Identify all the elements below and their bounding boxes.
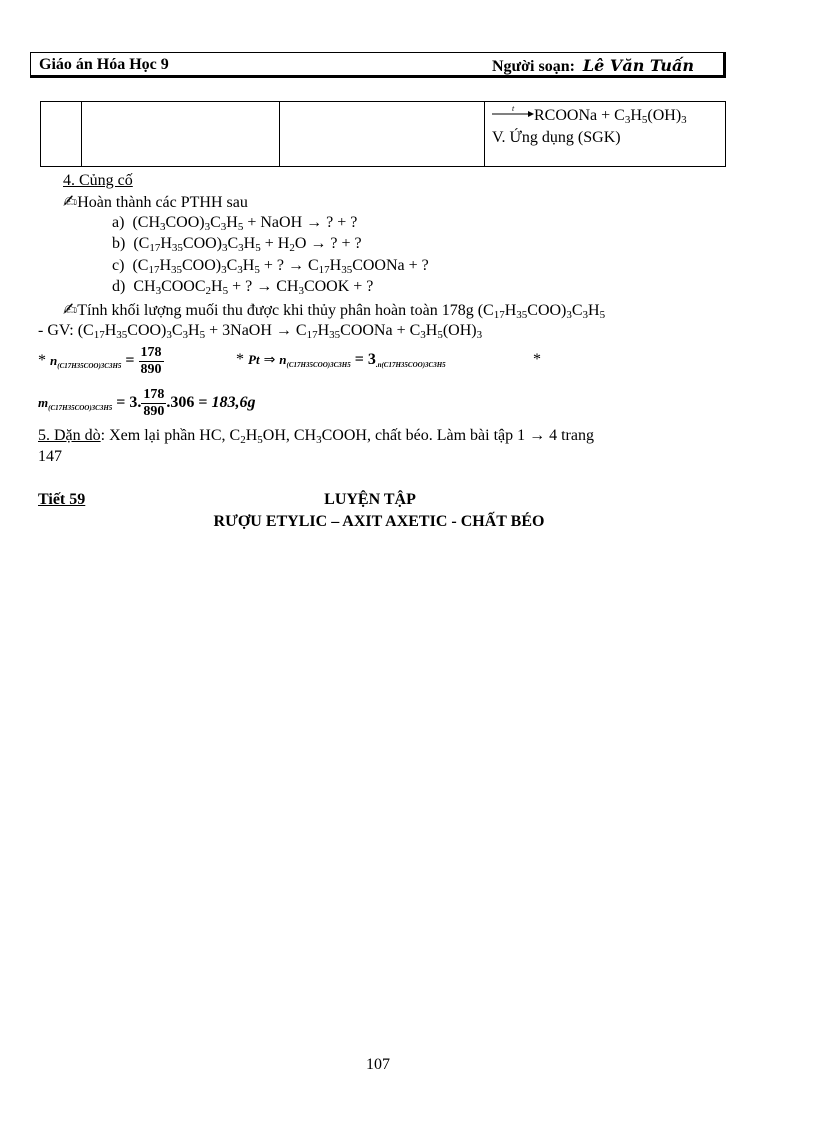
section-5-line-2: 147	[38, 448, 62, 465]
calc-mass: m(C17H35COO)3C3H5 = 3. $\frac{178}{890}$ .306 = 183,6g	[38, 387, 256, 419]
task-2: ✍Tính khối lượng muối thu được khi thủy phân hoàn toàn 178g $(C_{17}H_{35}COO)_3C_3H_5$	[63, 300, 606, 321]
table-cell-empty	[82, 102, 280, 167]
cell-line-1: RCOONa + $C_3H_5(OH)_3$	[534, 107, 687, 126]
bullet-star: *	[38, 352, 46, 370]
item-letter: a)	[112, 214, 125, 231]
author-label: Người soạn:	[492, 58, 575, 75]
pen-hand-icon: ✍	[63, 192, 78, 212]
cell-line-2: V. Ứng dụng (SGK)	[492, 129, 621, 146]
page-number: 107	[366, 1056, 390, 1073]
calc-moles: * n(C17H35COO)3C3H5 = $\frac{178}{890}$	[38, 345, 162, 377]
pen-hand-icon: ✍	[63, 300, 78, 320]
table-cell-empty	[41, 102, 82, 167]
equation-d: d) $CH_3COOC_2H_5$ + ? → $CH_3COOK$ + ?	[112, 278, 374, 297]
section-4-heading: 4. Củng cố	[63, 172, 133, 189]
table-cell-content	[485, 102, 726, 167]
item-letter: c)	[112, 257, 125, 274]
reaction-arrow-icon	[492, 103, 534, 115]
equation-b: b) $(C_{17}H_{35}COO)_3C_3H_5 + H_2O$ → ? + ?	[112, 235, 362, 254]
lesson-period: Tiết 59	[38, 491, 86, 508]
section-5-heading: 5. Dặn dò	[38, 427, 101, 444]
gv-equation: - GV: $(C_{17}H_{35}COO)_3C_3H_5$ + 3NaOH → $C_{17}H_{35}COONa + C_3H_5(OH)_3$	[38, 322, 483, 341]
task-1-text: Hoàn thành các PTHH sau	[77, 194, 248, 211]
calc-ratio: * Pt ⇒ n(C17H35COO)3C3H5 = 3.n(C17H35COO)3C3H5	[236, 351, 446, 369]
author-signature: Lê Văn Tuấn	[582, 56, 694, 75]
bullet-star: *	[533, 351, 541, 368]
header-author	[492, 56, 694, 76]
lesson-title: LUYỆN TẬP	[324, 491, 416, 508]
task-1	[63, 192, 248, 212]
item-letter: b)	[112, 235, 126, 252]
mass-result: 183,6g	[211, 394, 256, 412]
equation-c: c) $(C_{17}H_{35}COO)_3C_3H_5$ + ? → $C_{17}H_{35}COONa$ + ?	[112, 257, 429, 276]
fraction: $\frac{178}{890}$	[143, 387, 165, 419]
pt-label: Pt	[248, 352, 260, 367]
section-5: 5. Dặn dò: Xem lại phần HC, $C_2H_5OH$, $CH_3COOH$, chất béo. Làm bài tập 1 → 4 trang	[38, 427, 594, 446]
bullet-star: *	[236, 351, 244, 368]
arrow-label: t	[512, 106, 515, 113]
lesson-subtitle: RƯỢU ETYLIC – AXIT AXETIC - CHẤT BÉO	[213, 513, 545, 530]
lesson-table-fragment	[40, 101, 726, 167]
fraction: $\frac{178}{890}$	[140, 345, 162, 377]
page-header	[30, 52, 726, 78]
table-cell-empty	[280, 102, 485, 167]
equation-a: a) $(CH_3COO)_3C_3H_5$ + NaOH → ? + ?	[112, 214, 358, 233]
header-title: Giáo án Hóa Học 9	[39, 56, 169, 73]
item-letter: d)	[112, 278, 126, 295]
